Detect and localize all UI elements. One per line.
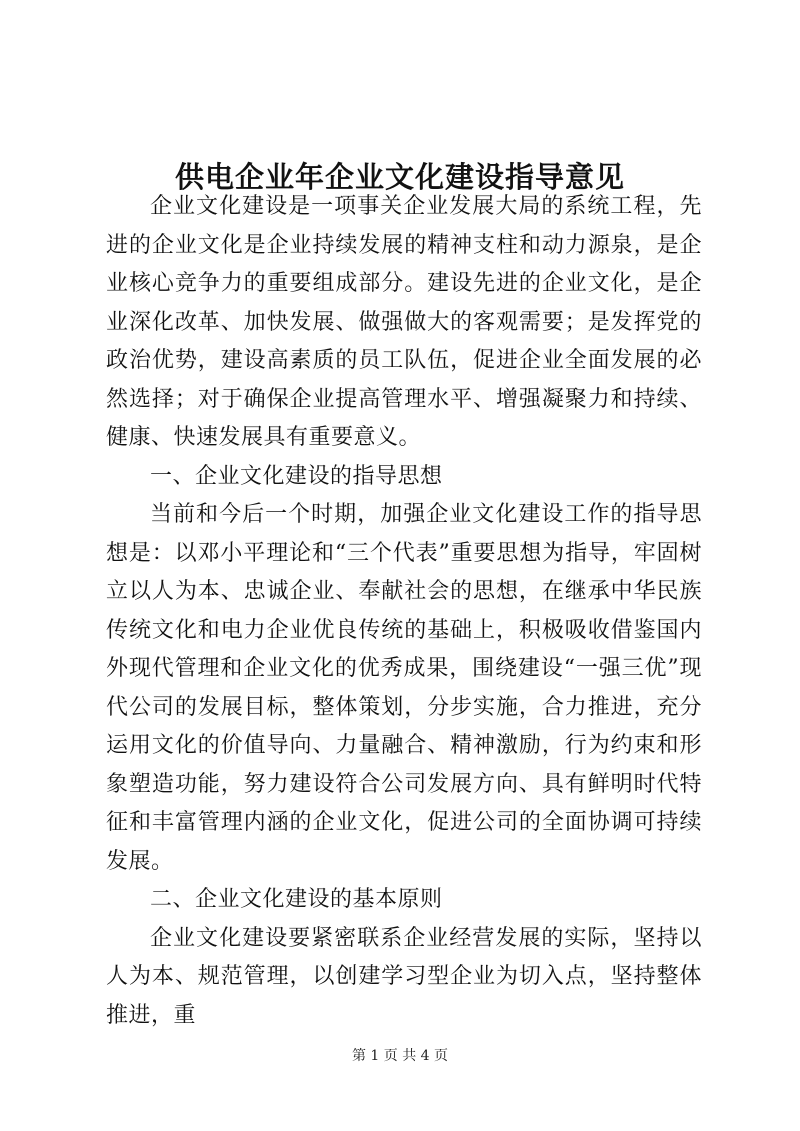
page-number-footer: 第 1 页 共 4 页 <box>351 1048 449 1064</box>
section-heading-basic-principles: 二、企业文化建设的基本原则 <box>150 887 443 912</box>
basic-principles-paragraph: 企业文化建设要紧密联系企业经营发展的实际，坚持以人为本、规范管理，以创建学习型企业为切入点，坚持整体推进，重 <box>106 925 702 1028</box>
guiding-ideology-paragraph: 当前和今后一个时期，加强企业文化建设工作的指导思想是：以邓小平理论和“三个代表”重要思想为指导，牢固树立以人为本、忠诚企业、奉献社会的思想，在继承中华民族传统文化和电力企业优良传统的基础上，积极吸收借鉴国内外现代管理和企业文化的优秀成果，围绕建设“一强三优”现代公司的发展目标，整体策划，分步实施，合力推进，充分运用文化的价值导向、力量融合、精神激励，行为约束和形象塑造功能，努力建设符合公司发展方向、具有鲜明时代特征和丰富管理内涵的企业文化，促进公司的全面协调可持续发展。 <box>106 502 702 874</box>
section-heading-guiding-ideology: 一、企业文化建设的指导思想 <box>150 463 443 489</box>
intro-paragraph: 企业文化建设是一项事关企业发展大局的系统工程，先进的企业文化是企业持续发展的精神支柱和动力源泉，是企业核心竞争力的重要组成部分。建设先进的企业文化，是企业深化改革、加快发展、做强做大的客观需要；是发挥党的政治优势，建设高素质的员工队伍，促进企业全面发展的必然选择；对于确保企业提高管理水平、增强凝聚力和持续、健康、快速发展具有重要意义。 <box>106 194 702 450</box>
document-body <box>106 188 702 1035</box>
document-title: 供电企业年企业文化建设指导意见 <box>174 160 625 195</box>
